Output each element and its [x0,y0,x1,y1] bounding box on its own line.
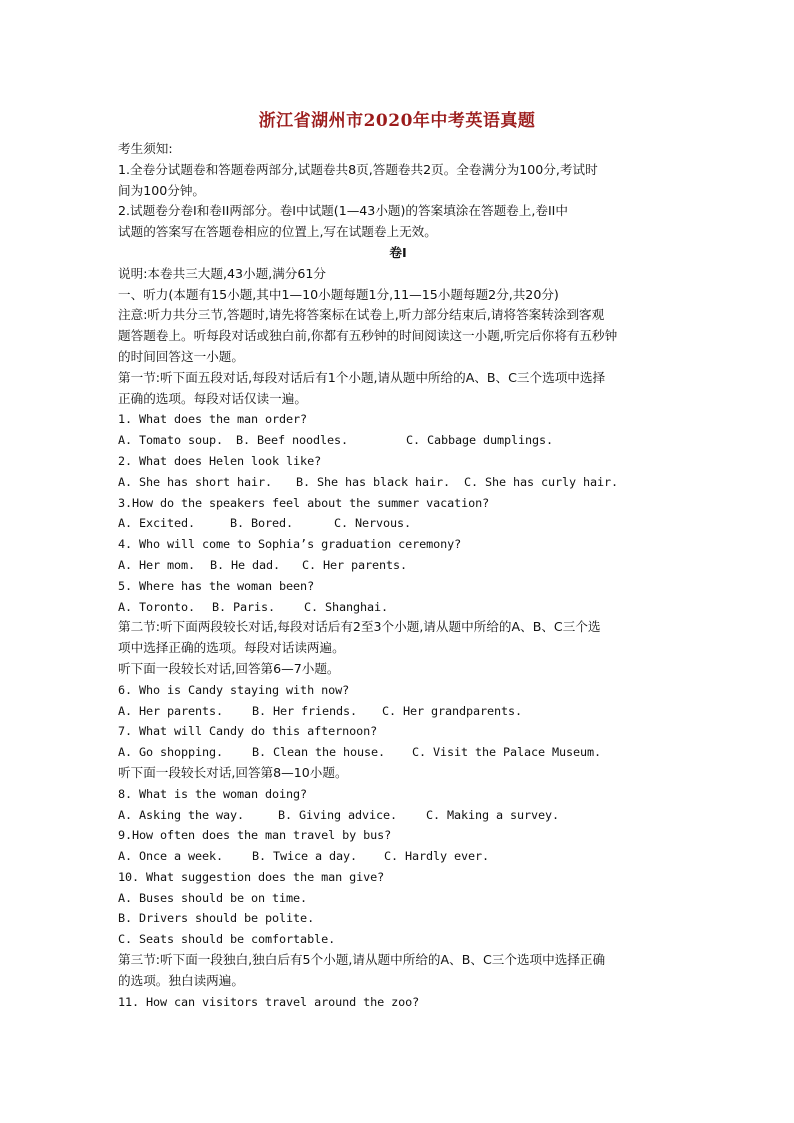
section3-line-2: 的选项。独白读两遍。 [118,972,244,988]
option-b: B. Her friends. [252,703,358,718]
option-c: C. Making a survey. [426,807,560,822]
notice-heading: 考生须知: [118,141,173,156]
section2-line-2: 项中选择正确的选项。每段对话读两遍。 [118,640,345,656]
option-a: A. Toronto. [118,599,196,614]
option-c: C. Her parents. [302,557,408,572]
option-a: A. Her mom. [118,557,196,572]
dialog-8-10-instruction: 听下面一段较长对话,回答第8—10小题。 [118,764,348,780]
option-b: B. Giving advice. [278,807,398,822]
notice-1-line-1: 1.全卷分试题卷和答题卷两部分,试题卷共8页,答题卷共2页。全卷满分为100分,考试时 [118,161,598,177]
dialog-6-7-instruction: 听下面一段较长对话,回答第6—7小题。 [118,660,340,676]
section2-line-1: 第二节:听下面两段较长对话,每段对话后有2至3个小题,请从题中所给的A、B、C三个选 [118,619,601,635]
question-1-options [118,430,678,451]
option-a: A. Tomato soup. [118,433,224,448]
option-c: C. Cabbage dumplings. [406,433,554,448]
question-3-options [118,513,678,534]
option-c: C. She has curly hair. [464,474,619,489]
question-3: 3.How do the speakers feel about the summer vacation? [118,495,490,510]
question-1: 1. What does the man order? [118,412,308,427]
part1-heading: 一、听力(本题有15小题,其中1—10小题每题1分,11—15小题每题2分,共20分) [118,286,559,302]
section1-line-2: 正确的选项。每段对话仅读一遍。 [118,390,307,406]
question-10-option-a: A. Buses should be on time. [118,890,308,905]
option-c: C. Nervous. [334,516,412,531]
section1-line-1: 第一节:听下面五段对话,每段对话后有1个小题,请从题中所给的A、B、C三个选项中选择 [118,369,606,385]
notice-2-line-2: 试题的答案写在答题卷相应的位置上,写在试题卷上无效。 [118,224,437,240]
option-b: B. He dad. [210,557,281,572]
question-11: 11. How can visitors travel around the zoo? [118,994,420,1009]
option-c: C. Hardly ever. [384,849,490,864]
option-b: B. She has black hair. [296,474,451,489]
volume-heading: 卷I [389,244,407,260]
document-body [118,139,678,1012]
question-4: 4. Who will come to Sophia’s graduation ceremony? [118,537,462,552]
question-10-option-c: C. Seats should be comfortable. [118,932,336,947]
part1-note-line-1: 注意:听力共分三节,答题时,请先将答案标在试卷上,听力部分结束后,请将答案转涂到客观 [118,307,605,323]
section3-line-1: 第三节:听下面一段独白,独白后有5个小题,请从题中所给的A、B、C三个选项中选择正确 [118,952,606,968]
question-8: 8. What is the woman doing? [118,786,308,801]
volume-note: 说明:本卷共三大题,43小题,满分61分 [118,265,327,281]
option-a: A. Excited. [118,516,196,531]
option-a: A. Her parents. [118,703,224,718]
question-5-options [118,597,678,618]
option-c: C. Shanghai. [304,599,389,614]
question-8-options [118,805,678,826]
question-2-options [118,472,678,493]
question-6: 6. Who is Candy staying with now? [118,682,350,697]
question-6-options [118,701,678,722]
question-7-options [118,742,678,763]
part1-note-line-3: 的时间回答这一小题。 [118,348,244,364]
document-title: 浙江省湖州市2020年中考英语真题 [258,111,536,131]
option-a: A. Asking the way. [118,807,245,822]
option-b: B. Beef noodles. [236,433,349,448]
option-a: A. She has short hair. [118,474,273,489]
option-b: B. Bored. [230,516,294,531]
question-7: 7. What will Candy do this afternoon? [118,724,378,739]
notice-2-line-1: 2.试题卷分卷I和卷II两部分。卷I中试题(1—43小题)的答案填涂在答题卷上,卷II中 [118,203,568,219]
option-b: B. Paris. [212,599,276,614]
question-10-option-b: B. Drivers should be polite. [118,911,315,926]
option-c: C. Visit the Palace Museum. [412,745,602,760]
question-9-options [118,846,678,867]
question-9: 9.How often does the man travel by bus? [118,828,392,843]
question-2: 2. What does Helen look like? [118,453,322,468]
option-c: C. Her grandparents. [382,703,523,718]
option-a: A. Once a week. [118,849,224,864]
option-a: A. Go shopping. [118,745,224,760]
option-b: B. Clean the house. [252,745,386,760]
notice-1-line-2: 间为100分钟。 [118,182,206,198]
question-5: 5. Where has the woman been? [118,578,315,593]
part1-note-line-2: 题答题卷上。听每段对话或独白前,你都有五秒钟的时间阅读这一小题,听完后你将有五秒钟 [118,328,618,344]
question-4-options [118,555,678,576]
option-b: B. Twice a day. [252,849,358,864]
question-10: 10. What suggestion does the man give? [118,869,385,884]
